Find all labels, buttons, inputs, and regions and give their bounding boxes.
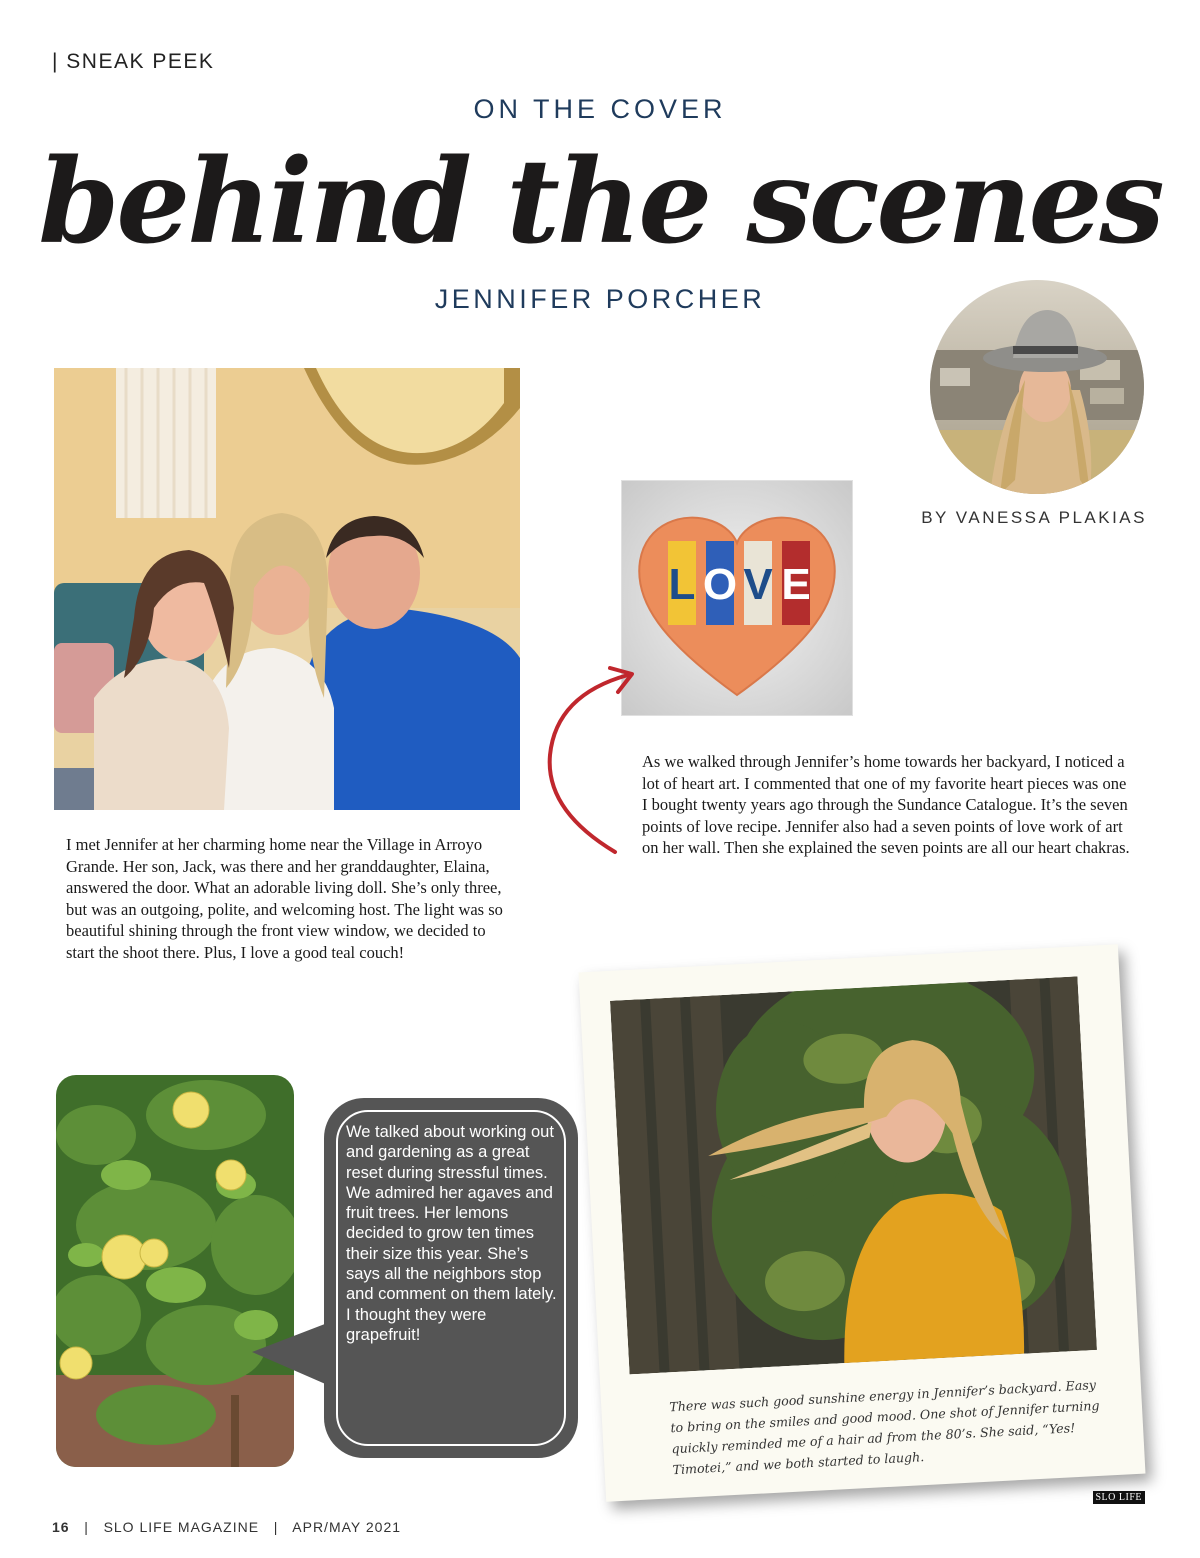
jennifer-photo — [610, 976, 1097, 1374]
magazine-mark: SLO LIFE — [1093, 1491, 1146, 1504]
love-letter-o: O — [702, 560, 738, 609]
love-letter-l: L — [668, 560, 696, 609]
lemon-tree-photo — [56, 1075, 294, 1467]
quote-bubble-text: We talked about working out and gardening as a great reset during stressful times. We admired her agaves and fruit trees. Her lemons decided to grow ten times their size this year. She’s says all the neighbors stop and comment on them lately. I thought they were grapefruit! — [346, 1123, 557, 1344]
red-arrow-icon — [540, 660, 640, 860]
byline: BY VANESSA PLAKIAS — [921, 508, 1147, 527]
family-photo — [54, 368, 520, 810]
bubble-tail-icon — [252, 1320, 332, 1390]
author-portrait — [930, 280, 1144, 494]
photo-caption: There was such good sunshine energy in Jennifer’s backyard. Easy to bring on the smiles and good mood. One shot of Jennifer turning quickly reminded me of a hair ad from the 80’s. She said, “Yes! Timotei,” and we both started to laugh. — [668, 1376, 1100, 1478]
magazine-name: SLO LIFE MAGAZINE — [103, 1519, 260, 1535]
section-tag: | SNEAK PEEK — [52, 50, 215, 73]
love-letter-e: E — [781, 560, 811, 609]
kicker: ON THE COVER — [473, 94, 727, 124]
page-footer — [52, 1519, 401, 1535]
quote-bubble — [324, 1098, 578, 1458]
footer-divider: | — [74, 1519, 99, 1535]
footer-divider: | — [263, 1519, 289, 1535]
page-number: 16 — [52, 1519, 70, 1535]
polaroid-frame — [579, 944, 1146, 1502]
heart-art-paragraph: As we walked through Jennifer’s home towards her backyard, I noticed a lot of heart art. I commented that one of my favorite heart pieces was one I bought twenty years ago through the Sundance Catalogue. It’s the seven points of love recipe. Jennifer also had a seven points of love work of art on her wall. Then she explained the seven points are all our heart chakras. — [642, 752, 1130, 857]
love-letter-v: V — [743, 560, 773, 609]
subject-name: JENNIFER PORCHER — [434, 284, 766, 314]
issue-date: APR/MAY 2021 — [292, 1519, 402, 1535]
page-title: behind the scenes — [38, 134, 1162, 270]
intro-paragraph: I met Jennifer at her charming home near the Village in Arroyo Grande. Her son, Jack, was there and her granddaughter, Elaina, answered the door. What an adorable living doll. She’s only three, but was an outgoing, polite, and welcoming host. The light was so beautiful shining through the front view window, we decided to start the shoot there. Plus, I love a good teal couch! — [66, 835, 503, 962]
love-heart-art — [622, 481, 852, 715]
